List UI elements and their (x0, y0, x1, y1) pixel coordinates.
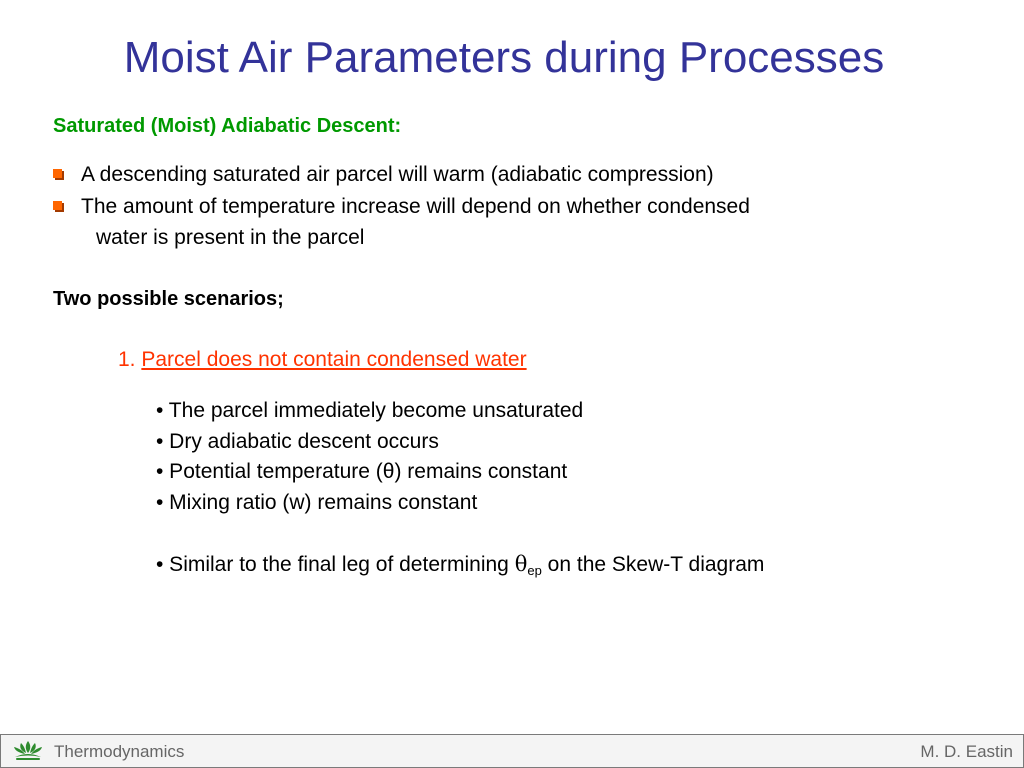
theta-symbol: θ (514, 552, 528, 576)
similar-suffix: on the Skew-T diagram (541, 553, 765, 576)
detail-item: • Potential temperature (θ) remains constant (156, 460, 568, 483)
footer-course-name: Thermodynamics (54, 742, 185, 761)
detail-item: • Dry adiabatic descent occurs (156, 429, 439, 453)
slide-title: Moist Air Parameters during Processes (123, 33, 885, 82)
spacer (156, 518, 764, 549)
scenario-title: Parcel does not contain condensed water (141, 348, 527, 371)
scenarios-heading: Two possible scenarios; (53, 288, 284, 310)
detail-item: • Mixing ratio (w) remains constant (156, 490, 478, 514)
detail-list (156, 396, 764, 580)
plant-logo-icon (11, 739, 45, 763)
section-subtitle: Saturated (Moist) Adiabatic Descent: (53, 115, 402, 137)
footer-bar (0, 734, 1024, 768)
orange-square-bullet-icon (53, 201, 62, 210)
scenario-number: 1. (118, 348, 136, 371)
orange-square-bullet-icon (53, 169, 62, 178)
bullet-continuation: water is present in the parcel (96, 226, 365, 249)
similar-prefix: • Similar to the final leg of determining (156, 553, 515, 576)
bullet-text: The amount of temperature increase will depend on whether condensed (81, 195, 750, 218)
theta-subscript: ep (527, 563, 542, 578)
footer-author: M. D. Eastin (920, 742, 1013, 761)
detail-item: • The parcel immediately become unsaturated (156, 399, 584, 422)
similar-note (156, 549, 764, 580)
bullet-text: A descending saturated air parcel will warm (adiabatic compression) (81, 163, 714, 186)
scenario-item (118, 345, 527, 375)
